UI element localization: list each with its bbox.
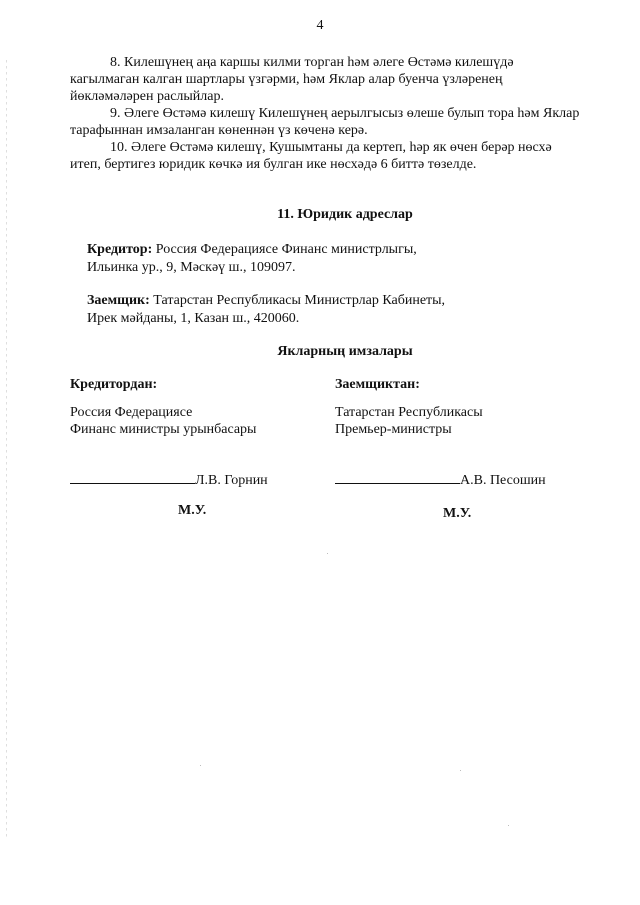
borrower-seal-mark: М.У. xyxy=(443,506,472,521)
creditor-org-line1: Россия Федерациясе xyxy=(70,405,193,420)
signature-line xyxy=(70,471,195,484)
signatures-title: Якларның имзалары xyxy=(277,344,413,359)
scan-speck xyxy=(508,825,509,826)
creditor-signer-name: Л.В. Горнин xyxy=(195,473,268,488)
paragraph-line: тарафыннан имзаланган көненнән үз көченә керә. xyxy=(70,123,368,138)
section-title: 11. Юридик адреслар xyxy=(277,207,413,222)
binding-margin-dots xyxy=(6,60,7,840)
creditor-address-line2: Ильинка ур., 9, Мәскәү ш., 109097. xyxy=(87,260,296,275)
scan-speck xyxy=(200,765,201,766)
borrower-org-line2: Премьер-министры xyxy=(335,422,452,437)
signature-line xyxy=(335,471,460,484)
borrower-name: Татарстан Республикасы Министрлар Кабинеты, xyxy=(149,293,446,308)
borrower-signer-name: А.В. Песошин xyxy=(460,473,546,488)
creditor-seal-mark: М.У. xyxy=(178,503,207,518)
page-number: 4 xyxy=(316,18,324,33)
borrower-signature-row xyxy=(335,471,546,490)
borrower-label: Заемщик: xyxy=(87,293,150,308)
paragraph-line: 8. Килешүнең аңа каршы килми торган һәм әлеге Өстәмә килешүдә xyxy=(110,55,514,70)
borrower-signature-heading: Заемщиктан: xyxy=(335,377,420,392)
creditor-signature-row xyxy=(70,471,268,490)
scan-speck xyxy=(460,770,461,771)
paragraph-line: 10. Әлеге Өстәмә килешү, Кушымтаны да кертеп, һәр як өчен берәр нөсхә xyxy=(110,140,552,155)
paragraph-line: 9. Әлеге Өстәмә килешү Килешүнең аерылгысыз өлеше булып тора һәм Яклар xyxy=(110,106,580,121)
paragraph-line: итеп, бертигез юридик көчкә ия булган ике нөсхәдә 6 биттә төзелде. xyxy=(70,157,477,172)
borrower-address-line2: Ирек мәйданы, 1, Казан ш., 420060. xyxy=(87,311,300,326)
creditor-signature-heading: Кредитордан: xyxy=(70,377,158,392)
paragraph-line: кагылмаган калган шартлары үзгәрми, һәм Яклар алар буенча үзләренең xyxy=(70,72,503,87)
borrower-org-line1: Татарстан Республикасы xyxy=(335,405,483,420)
creditor-label: Кредитор: xyxy=(87,242,153,257)
borrower-address-line1 xyxy=(87,293,445,310)
creditor-name: Россия Федерациясе Финанс министрлыгы, xyxy=(152,242,417,257)
creditor-address-line1 xyxy=(87,242,417,259)
creditor-org-line2: Финанс министры урынбасары xyxy=(70,422,257,437)
paragraph-line: йөкләмәләрен раслыйлар. xyxy=(70,89,224,104)
scan-speck xyxy=(327,553,328,554)
